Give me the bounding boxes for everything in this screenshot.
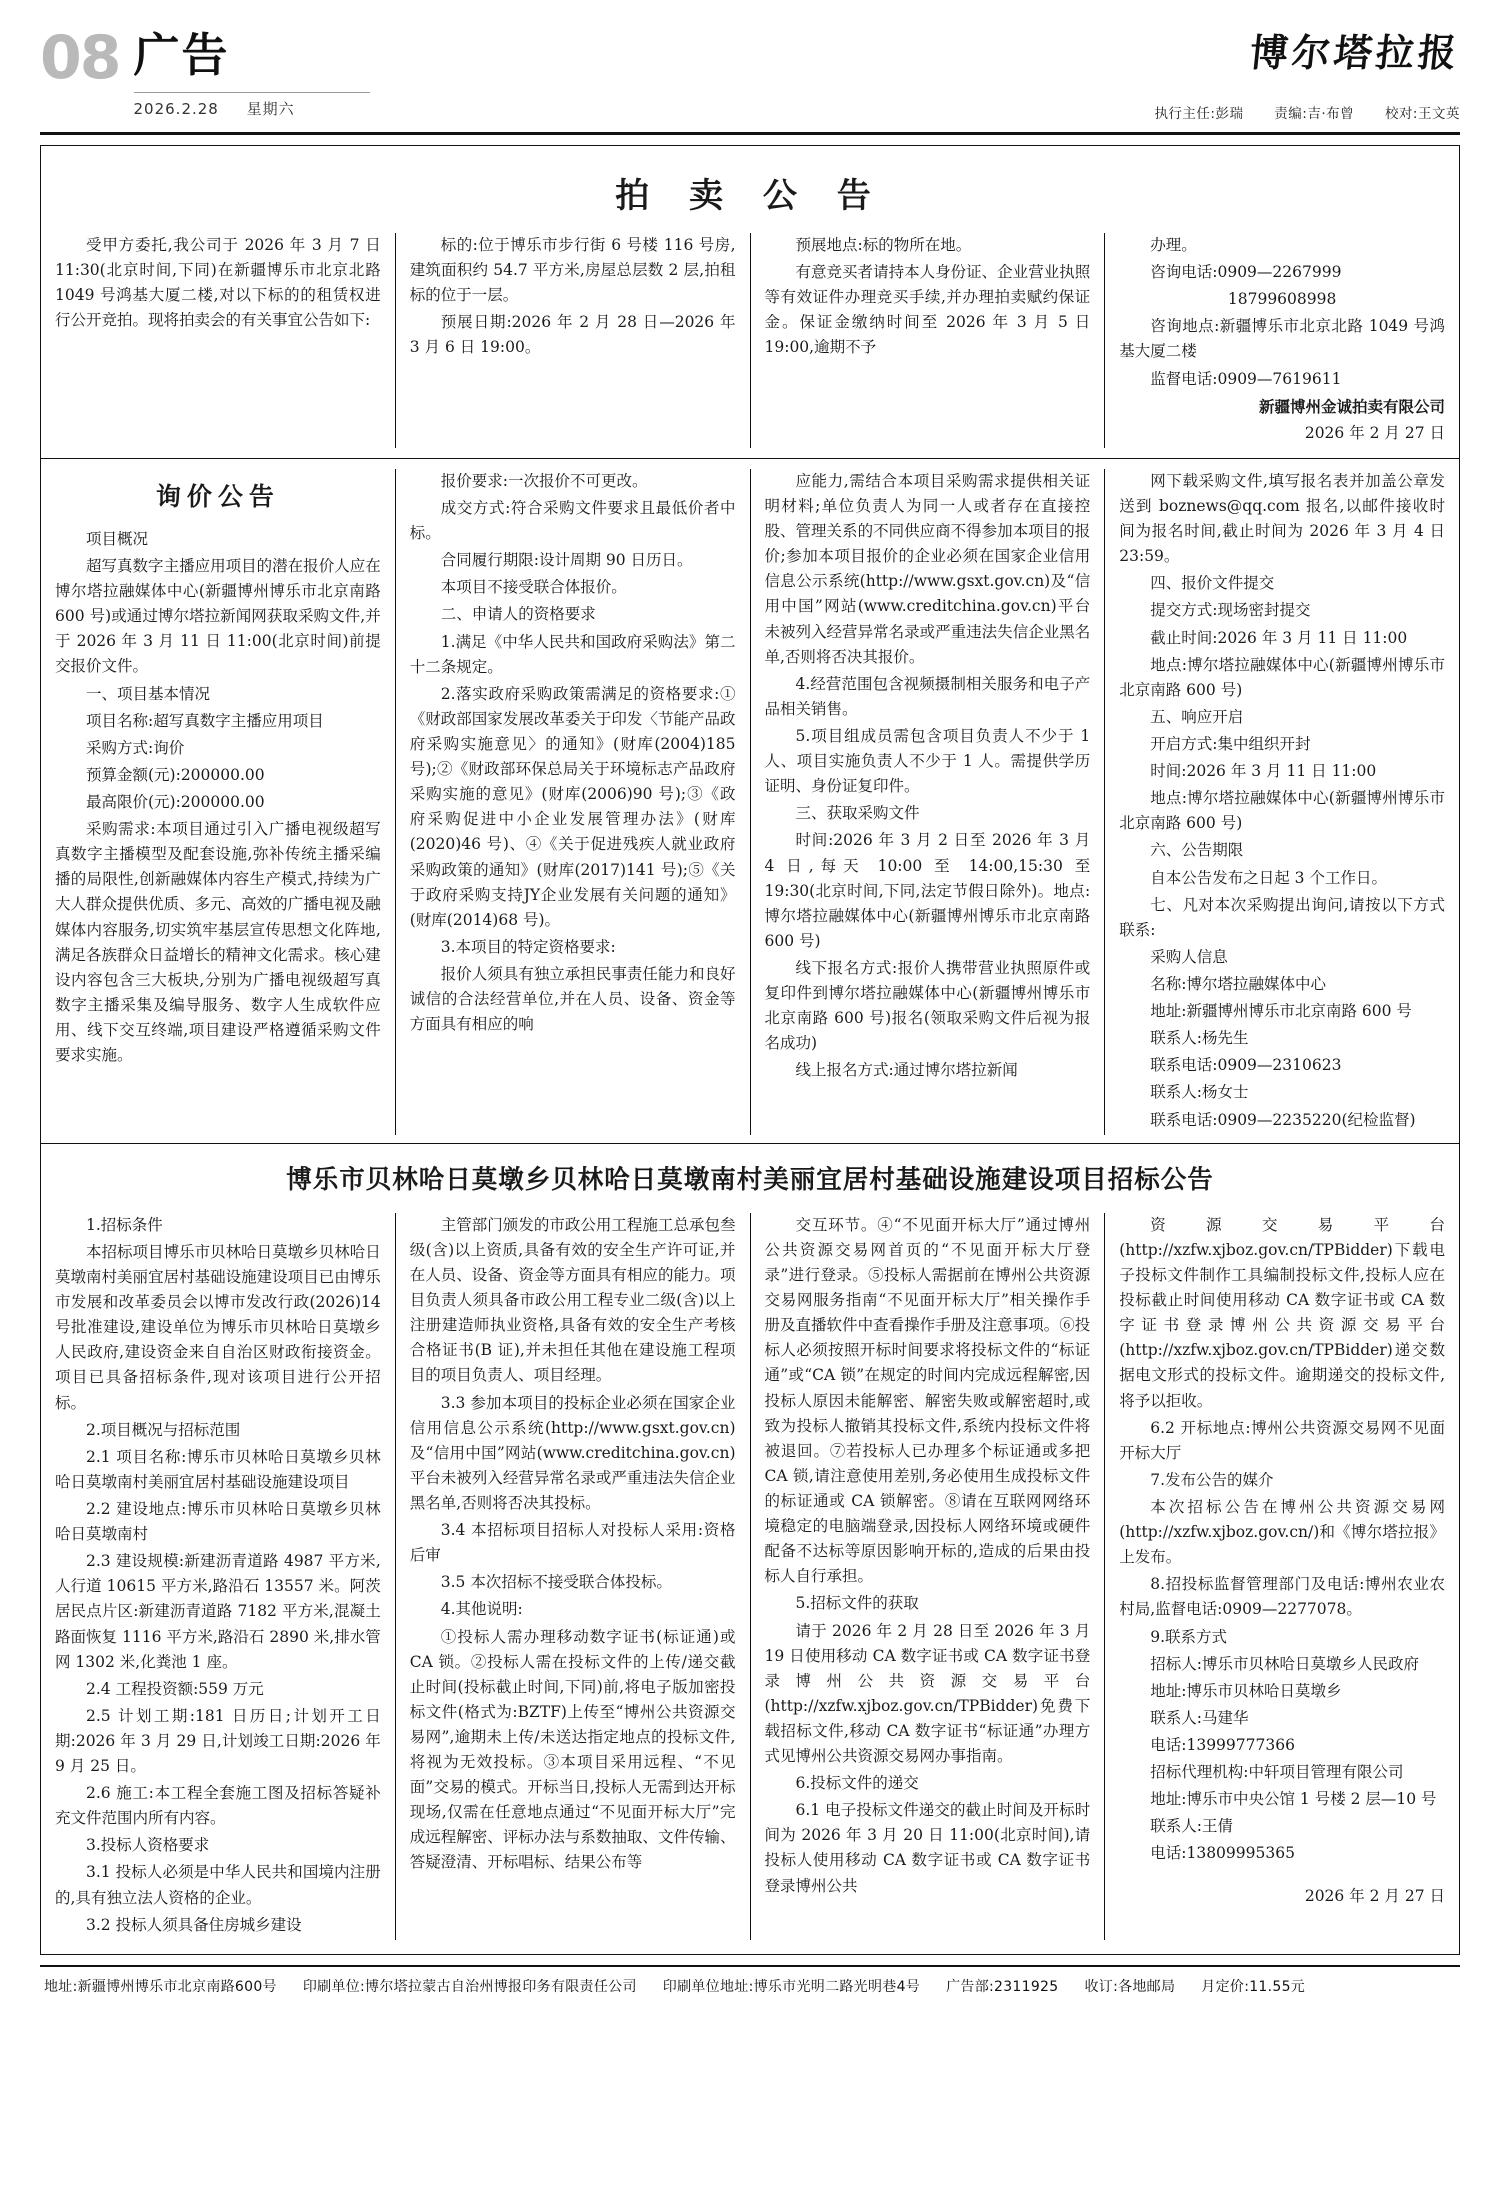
tender-paragraph: 地址:博乐市中央公馆 1 号楼 2 层—10 号	[1150, 1790, 1437, 1809]
tender-notice-block	[40, 1144, 1460, 1955]
inquiry-title: 询价公告	[155, 481, 280, 511]
tender-paragraph: 资源交易平台(http://xzfw.xjboz.gov.cn/TPBidder)下载电子投标文件制作工具编制投标文件,投标人应在投标截止时间使用移动 CA 数字证书或 CA 数字证书登录博州公共资源交易平台(http://xzfw.xjboz.gov.cn/TPBidder)递交数据电文形式的投标文件。逾期递交的投标文件,将予以拒收。	[1119, 1215, 1445, 1410]
auction-paragraph: 预展日期:2026 年 2 月 28 日—2026 年 3 月 6 日 19:00。	[409, 313, 736, 357]
inquiry-paragraph: 报价要求:一次报价不可更改。	[440, 471, 648, 490]
staff-director: 执行主任:彭瑞	[1154, 106, 1244, 122]
inquiry-paragraph: 项目概况	[86, 529, 149, 548]
tender-paragraph: 9.联系方式	[1150, 1627, 1228, 1646]
auction-columns	[41, 233, 1459, 448]
tender-paragraph: 4.其他说明:	[440, 1600, 523, 1619]
auction-paragraph: 18799608998	[1227, 290, 1337, 309]
publication-date: 2026.2.28	[133, 100, 219, 118]
inquiry-paragraph: 线下报名方式:报价人携带营业执照原件或复印件到博尔塔拉融媒体中心(新疆博州博乐市北京南路 600 号)报名(领取采购文件后视为报名成功)	[764, 958, 1091, 1053]
tender-paragraph: 6.1 电子投标文件递交的截止时间及开标时间为 2026 年 3 月 20 日 11:00(北京时间),请投标人使用移动 CA 数字证书或 CA 数字证书登录博州公共	[764, 1801, 1091, 1895]
inquiry-paragraph: 线上报名方式:通过博尔塔拉新闻	[795, 1061, 1018, 1080]
inquiry-paragraph: 地点:博尔塔拉融媒体中心(新疆博州博乐市北京南路 600 号)	[1119, 789, 1445, 833]
tender-paragraph: 联系人:马建华	[1150, 1708, 1249, 1727]
inquiry-paragraph: 地址:新疆博州博乐市北京南路 600 号	[1150, 1002, 1412, 1021]
inquiry-paragraph: 自本公告发布之日起 3 个工作日。	[1150, 868, 1387, 887]
inquiry-paragraph: 时间:2026 年 3 月 2 日至 2026 年 3 月 4 日,每天 10:00 至 14:00,15:30 至 19:30(北京时间,下同,法定节假日除外)。地点:博尔塔拉融媒体中心(新疆博州博乐市北京南路 600 号)	[764, 831, 1091, 950]
staff-proofreader: 校对:王文英	[1384, 106, 1460, 122]
auction-paragraph: 办理。	[1150, 236, 1197, 254]
auction-paragraph: 受甲方委托,我公司于 2026 年 3 月 7 日 11:30(北京时间,下同)在新疆博乐市北京北路 1049 号鸿基大厦二楼,对以下标的的租赁权进行公开竞拍。现将拍卖会的有关事宜公告如下:	[55, 236, 381, 330]
tender-paragraph: ①投标人需办理移动数字证书(标证通)或 CA 锁。②投标人需在投标文件的上传/递交截止时间(投标截止时间,下同)前,将电子版加密投标文件(格式为:BZTF)上传至“博州公共资源交易网”,逾期未上传/未送达指定地点的投标文件,将视为无效投标。③本项目采用远程、“不见面”交易的模式。开标当日,投标人无需到达开标现场,仅需在任意地点通过“不见面开标大厅”完成远程解密、评标办法与系数抽取、文件传输、答疑澄清、开标唱标、结果公布等	[409, 1627, 736, 1872]
inquiry-paragraph: 合同履行期限:设计周期 90 日历日。	[440, 551, 693, 570]
inquiry-paragraph: 二、申请人的资格要求	[440, 605, 596, 624]
tender-paragraph: 3.5 本次招标不接受联合体投标。	[440, 1573, 672, 1592]
tender-paragraph: 2.6 施工:本工程全套施工图及招标答疑补充文件范围内所有内容。	[55, 1784, 381, 1828]
inquiry-paragraph: 应能力,需结合本项目采购需求提供相关证明材料;单位负责人为同一人或者存在直接控股、管理关系的不同供应商不得参加本项目的报价;参加本项目报价的企业必须在国家企业信用信息公示系统(http://www.gsxt.gov.cn)及“信用中国”网站(www.creditchina.gov.cn)平台未被列入经营异常名录或严重违法失信企业黑名单,否则将否决其报价。	[764, 471, 1091, 666]
auction-column-1	[41, 233, 395, 448]
auction-paragraph: 咨询电话:0909—2267999	[1150, 263, 1342, 282]
inquiry-paragraph: 1.满足《中华人民共和国政府采购法》第二十二条规定。	[409, 632, 736, 676]
auction-column-3	[750, 233, 1105, 448]
inquiry-paragraph: 时间:2026 年 3 月 11 日 11:00	[1150, 762, 1377, 781]
tender-paragraph: 2.1 项目名称:博乐市贝林哈日莫墩乡贝林哈日莫墩南村美丽宜居村基础设施建设项目	[55, 1447, 381, 1491]
masthead	[34, 23, 1466, 132]
tender-paragraph: 2.5 计划工期:181 日历日;计划开工日期:2026 年 3 月 29 日,计划竣工日期:2026 年 9 月 25 日。	[55, 1706, 381, 1776]
tender-column-3	[750, 1213, 1105, 1940]
footer-printer: 印刷单位:博尔塔拉蒙古自治州博报印务有限责任公司	[302, 1978, 637, 1995]
page-footer	[40, 1965, 1460, 2012]
inquiry-paragraph: 联系电话:0909—2310623	[1150, 1056, 1342, 1075]
tender-paragraph: 本次招标公告在博州公共资源交易网(http://xzfw.xjboz.gov.cn/)和《博尔塔拉报》上发布。	[1119, 1497, 1445, 1567]
inquiry-paragraph: 四、报价文件提交	[1150, 574, 1275, 593]
inquiry-paragraph: 名称:博尔塔拉融媒体中心	[1150, 974, 1326, 993]
tender-sign-date: 2026 年 2 月 27 日	[1304, 1887, 1445, 1906]
inquiry-paragraph: 超写真数字主播应用项目的潜在报价人应在博尔塔拉融媒体中心(新疆博州博乐市北京南路 600 号)或通过博尔塔拉新闻网获取采购文件,并于 2026 年 3 月 11 日 11:00(北京时间)前提交报价文件。	[55, 556, 381, 676]
auction-column-2	[395, 233, 750, 448]
inquiry-paragraph: 联系电话:0909—2235220(纪检监督)	[1150, 1110, 1416, 1129]
footer-price: 月定价:11.55元	[1201, 1978, 1306, 1995]
inquiry-paragraph: 成交方式:符合采购文件要求且最低价者中标。	[409, 498, 736, 543]
inquiry-paragraph: 联系人:杨先生	[1150, 1029, 1249, 1048]
tender-paragraph: 3.3 参加本项目的投标企业必须在国家企业信用信息公示系统(http://www.gsxt.gov.cn)及“信用中国”网站(www.creditchina.gov.cn)平台未被列入经营异常名录或严重违法失信企业黑名单,否则将否决其投标。	[409, 1393, 736, 1512]
auction-paragraph: 有意竞买者请持本人身份证、企业营业执照等有效证件办理竞买手续,并办理拍卖赋约保证金。保证金缴纳时间至 2026 年 3 月 5 日 19:00,逾期不予	[764, 263, 1091, 357]
tender-paragraph: 7.发布公告的媒介	[1150, 1470, 1274, 1489]
inquiry-paragraph: 本项目不接受联合体报价。	[440, 578, 627, 597]
tender-paragraph: 地址:博乐市贝林哈日莫墩乡	[1150, 1681, 1342, 1700]
inquiry-paragraph: 截止时间:2026 年 3 月 11 日 11:00	[1150, 628, 1408, 647]
tender-paragraph: 2.4 工程投资额:559 万元	[86, 1679, 264, 1698]
inquiry-paragraph: 项目名称:超写真数字主播应用项目	[86, 711, 324, 730]
inquiry-paragraph: 最高限价(元):200000.00	[86, 792, 265, 811]
inquiry-paragraph: 网下载采购文件,填写报名表并加盖公章发送到 boznews@qq.com 报名,以邮件接收时间为报名时间,截止时间为 2026 年 3 月 4 日 23:59。	[1119, 471, 1445, 566]
publication-date-line	[134, 92, 370, 119]
tender-column-4	[1104, 1213, 1459, 1940]
inquiry-paragraph: 一、项目基本情况	[86, 684, 211, 703]
auction-signature: 新疆博州金诚拍卖有限公司	[1258, 396, 1445, 416]
tender-paragraph: 招标人:博乐市贝林哈日莫墩乡人民政府	[1150, 1654, 1419, 1673]
staff-line	[1128, 102, 1460, 122]
inquiry-column-2	[395, 469, 750, 1135]
footer-address: 地址:新疆博州博乐市北京南路600号	[44, 1978, 277, 1995]
masthead-divider	[40, 132, 1460, 135]
inquiry-paragraph: 2.落实政府采购政策需满足的资格要求:①《财政部国家发展改革委关于印发〈节能产品政府采购实施意见〉的通知》(财库(2004)185 号);②《财政部环保总局关于环境标志产品政府采购实施的意见》(财库(2006)90 号);③《政府采购促进中小企业发展管理办法》(财库(2020)46 号)、④《关于促进残疾人就业政府采购政策的通知》(财库(2017)141 号);⑤《关于政府采购支持JY企业发展有关问题的通知》(财库(2014)68 号)。	[409, 684, 736, 929]
publication-weekday: 星期六	[246, 100, 295, 118]
tender-paragraph: 2.3 建设规模:新建沥青道路 4987 平方米,人行道 10615 平方米,路沿石 13557 米。阿茨居民点片区:新建沥青道路 7182 平方米,混凝土路面恢复 1116 平方米,路沿石 2890 米,排水管网 1302 米,化粪池 1 座。	[55, 1552, 381, 1671]
tender-paragraph: 电话:13809995365	[1150, 1844, 1295, 1863]
tender-paragraph: 3.4 本招标项目招标人对投标人采用:资格后审	[409, 1521, 736, 1565]
footer-print-address: 印刷单位地址:博乐市光明二路光明巷4号	[662, 1978, 921, 1995]
inquiry-column-4	[1104, 469, 1459, 1135]
inquiry-notice-block	[40, 459, 1460, 1144]
inquiry-columns	[41, 469, 1459, 1135]
inquiry-paragraph: 报价人须具有独立承担民事责任能力和良好诚信的合法经营单位,并在人员、设备、资金等方面具有相应的响	[409, 964, 736, 1034]
auction-title: 拍 卖 公 告	[615, 176, 885, 216]
inquiry-paragraph: 5.项目组成员需包含项目负责人不少于 1 人、项目实施负责人不少于 1 人。需提供学历证明、身份证复印件。	[764, 726, 1091, 796]
auction-sign-date: 2026 年 2 月 27 日	[1304, 423, 1445, 442]
footer-subscription: 收订:各地邮局	[1084, 1978, 1176, 1995]
inquiry-paragraph: 三、获取采购文件	[795, 804, 920, 823]
newspaper-logo: 博尔塔拉报	[1247, 30, 1463, 75]
inquiry-paragraph: 开启方式:集中组织开封	[1150, 734, 1311, 753]
tender-paragraph: 本招标项目博乐市贝林哈日莫墩乡贝林哈日莫墩南村美丽宜居村基础设施建设项目已由博乐市发展和改革委员会以博市发改行政(2026)14 号批准建设,建设单位为博乐市贝林哈日莫墩乡人民政府,建设资金来自自治区财政衔接资金。项目已具备招标条件,现对该项目进行公开招标。	[55, 1242, 381, 1412]
inquiry-paragraph: 3.本项目的特定资格要求:	[440, 937, 616, 956]
inquiry-paragraph: 七、凡对本次采购提出询问,请按以下方式联系:	[1119, 895, 1445, 939]
tender-paragraph: 6.投标文件的递交	[795, 1774, 919, 1793]
inquiry-paragraph: 预算金额(元):200000.00	[86, 765, 265, 784]
tender-paragraph: 3.2 投标人须具备住房城乡建设	[86, 1915, 302, 1934]
staff-editor: 责编:吉·布曾	[1274, 106, 1355, 122]
inquiry-paragraph: 4.经营范围包含视频摄制相关服务和电子产品相关销售。	[764, 674, 1091, 718]
footer-ad-dept: 广告部:2311925	[946, 1978, 1059, 1995]
tender-paragraph: 2.2 建设地点:博乐市贝林哈日莫墩乡贝林哈日莫墩南村	[55, 1499, 381, 1544]
tender-paragraph: 主管部门颁发的市政公用工程施工总承包叁级(含)以上资质,具备有效的安全生产许可证,并在人员、设备、资金等方面具有相应的能力。项目负责人须具备市政公用工程专业二级(含)以上注册建造师执业资格,具备有效的安全生产考核合格证书(B 证),并未担任其他在建设施工程项目的项目负责人、项目经理。	[409, 1215, 736, 1385]
tender-paragraph: 3.1 投标人必须是中华人民共和国境内注册的,具有独立法人资格的企业。	[55, 1863, 381, 1907]
tender-paragraph: 5.招标文件的获取	[795, 1594, 919, 1613]
inquiry-paragraph: 六、公告期限	[1150, 841, 1244, 860]
tender-paragraph: 联系人:王倩	[1150, 1817, 1233, 1836]
tender-title: 博乐市贝林哈日莫墩乡贝林哈日莫墩南村美丽宜居村基础设施建设项目招标公告	[286, 1164, 1214, 1195]
tender-paragraph: 2.项目概况与招标范围	[86, 1420, 241, 1439]
inquiry-paragraph: 采购方式:询价	[86, 738, 185, 757]
masthead-title-block	[134, 30, 370, 119]
inquiry-paragraph: 联系人:杨女士	[1150, 1083, 1249, 1102]
tender-paragraph: 招标代理机构:中轩项目管理有限公司	[1150, 1763, 1404, 1782]
inquiry-paragraph: 采购人信息	[1150, 947, 1228, 966]
auction-notice-block	[40, 145, 1460, 459]
tender-paragraph: 3.投标人资格要求	[86, 1836, 210, 1855]
tender-column-1	[41, 1213, 395, 1940]
inquiry-paragraph: 采购需求:本项目通过引入广播电视级超写真数字主播模型及配套设施,弥补传统主播采编播的局限性,创新融媒体内容生产模式,持续为广大人群众提供优质、多元、高效的广播电视及融媒体内容服务,切实筑牢基层宣传思想文化阵地,满足各族群众日益增长的精神文化需求。核心建设内容包含三大板块,分别为广播电视级超写真数字主播采集及编导服务、数字人生成软件应用、线下交互终端,项目建设严格遵循采购文件要求实施。	[55, 820, 381, 1065]
tender-columns	[41, 1213, 1459, 1940]
inquiry-paragraph: 五、响应开启	[1150, 707, 1244, 726]
tender-paragraph: 电话:13999777366	[1150, 1735, 1295, 1754]
masthead-right	[1128, 30, 1463, 122]
inquiry-column-1	[41, 469, 395, 1135]
auction-paragraph: 监督电话:0909—7619611	[1150, 369, 1342, 388]
page-number: 08	[40, 23, 120, 93]
auction-paragraph: 咨询地点:新疆博乐市北京北路 1049 号鸿基大厦二楼	[1119, 317, 1445, 361]
tender-paragraph: 交互环节。④“不见面开标大厅”通过博州公共资源交易网首页的“不见面开标大厅登录”进行登录。⑤投标人需据前在博州公共资源交易网服务指南“不见面开标大厅”相关操作手册及直播软件中查看操作手册及注意事项。⑥投标人必须按照开标时间要求将投标文件的“标证通”或“CA 锁”在规定的时间内完成远程解密,因投标人原因未能解密、解密失败或解密超时,或致为投标人撤销其投标文件,系统内投标文件将被退回。⑦若投标人已办理多个标证通或多把 CA 锁,请注意使用差别,务必使用生成投标文件的标证通或 CA 锁解密。⑧请在互联网网络环境稳定的电脑端登录,因投标人网络环境或硬件配备不达标等原因影响开标的,造成的后果由投标人自行承担。	[764, 1215, 1091, 1586]
auction-paragraph: 标的:位于博乐市步行街 6 号楼 116 号房,建筑面积约 54.7 平方米,房屋总层数 2 层,拍租标的位于一层。	[409, 236, 736, 305]
tender-paragraph: 6.2 开标地点:博州公共资源交易网不见面开标大厅	[1119, 1418, 1445, 1462]
inquiry-column-3	[750, 469, 1105, 1135]
inquiry-paragraph: 提交方式:现场密封提交	[1150, 601, 1311, 620]
inquiry-paragraph: 地点:博尔塔拉融媒体中心(新疆博州博乐市北京南路 600 号)	[1119, 655, 1445, 699]
auction-column-4	[1104, 233, 1459, 448]
masthead-left	[40, 23, 370, 119]
tender-paragraph: 1.招标条件	[86, 1215, 163, 1234]
tender-paragraph: 8.招投标监督管理部门及电话:博州农业农村局,监督电话:0909—2277078。	[1119, 1575, 1445, 1619]
section-title: 广告	[133, 28, 230, 82]
tender-paragraph: 请于 2026 年 2 月 28 日至 2026 年 3 月 19 日使用移动 CA 数字证书或 CA 数字证书登录博州公共资源交易平台(http://xzfw.xjboz.gov.cn/TPBidder)免费下载招标文件,移动 CA 数字证书“标证通”办理方式见博州公共资源交易网办事指南。	[764, 1621, 1091, 1766]
tender-column-2	[395, 1213, 750, 1940]
auction-paragraph: 预展地点:标的物所在地。	[795, 236, 972, 254]
